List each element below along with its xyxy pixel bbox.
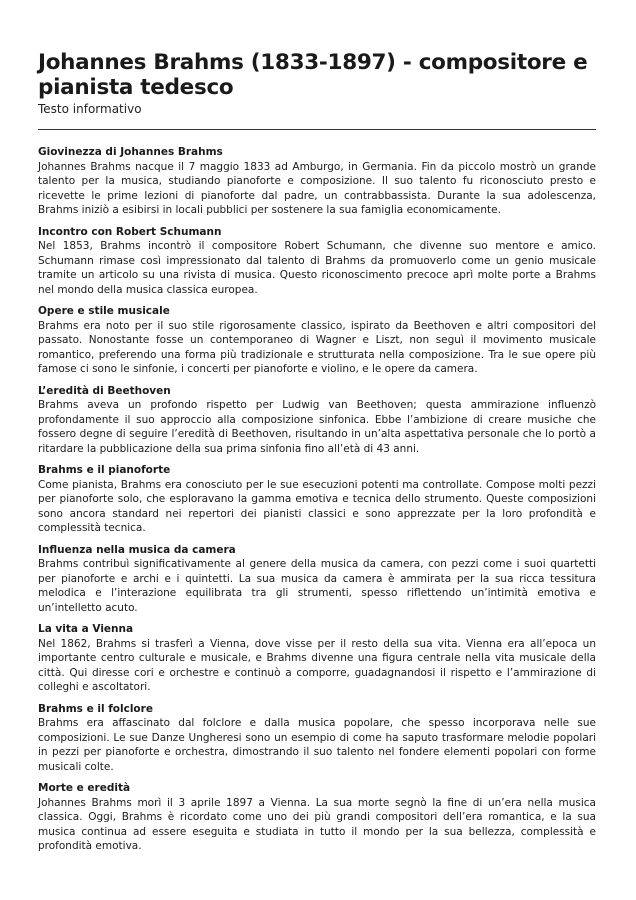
section-heading: La vita a Vienna: [38, 623, 134, 635]
section-body: Nel 1853, Brahms incontrò il compositore Robert Schumann, che divenne suo mentore e amico. Schumann rimase così impressionato dal talento di Brahms da promuoverlo come un genio musicale tramite un articolo su una rivista di musica. Questo riconoscimento precoce aprì molte porte a Brahms nel mondo della musica classica europea.: [38, 240, 596, 296]
section-incontro-schumann: [38, 226, 596, 298]
section-body: Brahms contribuì significativamente al genere della musica da camera, con pezzi come i suoi quartetti per pianoforte e archi e i quintetti. La sua musica da camera è ammirata per la sua ricca tessitura melodica e l’interazione equilibrata tra gli strumenti, spesso riflettendo un’intimità emotiva e un’intelletto acuto.: [38, 558, 596, 614]
document-page: [38, 50, 596, 862]
section-musica-camera: [38, 544, 596, 616]
section-body: Brahms aveva un profondo rispetto per Ludwig van Beethoven; questa ammirazione influenzò profondamente il suo approccio alla composizione sinfonica. Ebbe l’ambizione di creare musiche che fossero degne di seguire l’eredità di Beethoven, risultando in un’alta aspettativa personale che lo portò a ritardare la pubblicazione della sua prima sinfonia fino all’età di 43 anni.: [38, 399, 596, 455]
section-eredita-beethoven: [38, 385, 596, 457]
section-heading: L’eredità di Beethoven: [38, 384, 171, 397]
section-heading: Influenza nella musica da camera: [38, 543, 236, 556]
section-giovinezza: [38, 146, 596, 218]
section-body: Brahms era affascinato dal folclore e dalla musica popolare, che spesso incorporava nelle sue composizioni. Le sue Danze Ungheresi sono un esempio di come ha saputo trasformare melodie popolari in pezzi per pianoforte e orchestra, dimostrando il suo talento nel fondere elementi popolari con forme musicali colte.: [38, 717, 596, 773]
section-body: Johannes Brahms nacque il 7 maggio 1833 ad Amburgo, in Germania. Fin da piccolo mostrò un grande talento per la musica, studiando pianoforte e composizione. Il suo talento fu riconosciuto presto e ricevette le prime lezioni di pianoforte dal padre, un contrabbassista. Durante la sua adolescenza, Brahms iniziò a esibirsi in locali pubblici per sostenere la sua famiglia economicamente.: [38, 160, 596, 216]
section-body: Johannes Brahms morì il 3 aprile 1897 a Vienna. La sua morte segnò la fine di un’era nella musica classica. Oggi, Brahms è ricordato come uno dei più grandi compositori dell’era romantica, e la sua musica continua ad essere eseguita e studiata in tutto il mondo per la sua bellezza, complessità e profondità emotiva.: [38, 796, 596, 852]
section-heading: Brahms e il folclore: [38, 702, 153, 715]
section-morte-eredita: [38, 782, 596, 854]
section-heading: Incontro con Robert Schumann: [38, 225, 222, 238]
section-heading: Morte e eredità: [38, 782, 131, 794]
section-body: Come pianista, Brahms era conosciuto per le sue esecuzioni potenti ma controllate. Compose molti pezzi per pianoforte solo, che esploravano la gamma emotiva e tecnica dello strumento. Queste composizioni sono ancora standard nei repertori dei pianisti classici e sono apprezzate per la loro profondità e complessità tecnica.: [38, 478, 596, 534]
section-vita-vienna: [38, 623, 596, 695]
section-folclore: [38, 703, 596, 775]
section-body: Nel 1862, Brahms si trasferì a Vienna, dove visse per il resto della sua vita. Vienna era all’epoca un importante centro culturale e musicale, e Brahms divenne una figura centrale nella vita musicale della città. Qui diresse cori e orchestre e continuò a comporre, guadagnandosi il rispetto e l’ammirazione di colleghi e ascoltatori.: [38, 637, 596, 693]
title-divider: [38, 129, 596, 130]
document-subtitle: Testo informativo: [38, 102, 142, 116]
section-body: Brahms era noto per il suo stile rigorosamente classico, ispirato da Beethoven e altri compositori del passato. Nonostante fosse un contemporaneo di Wagner e Liszt, non seguì il movimento musicale romantico, preferendo una forma più tradizionale e strutturata nella composizione. Tra le sue opere più famose ci sono le sinfonie, i concerti per pianoforte e violino, e le opere da camera.: [38, 319, 596, 375]
section-heading: Brahms e il pianoforte: [38, 464, 171, 476]
section-pianoforte: [38, 464, 596, 536]
document-title: Johannes Brahms (1833-1897) - compositore e pianista tedesco: [38, 50, 588, 100]
section-opere-stile: [38, 305, 596, 377]
section-heading: Giovinezza di Johannes Brahms: [38, 146, 223, 158]
section-heading: Opere e stile musicale: [38, 305, 170, 317]
